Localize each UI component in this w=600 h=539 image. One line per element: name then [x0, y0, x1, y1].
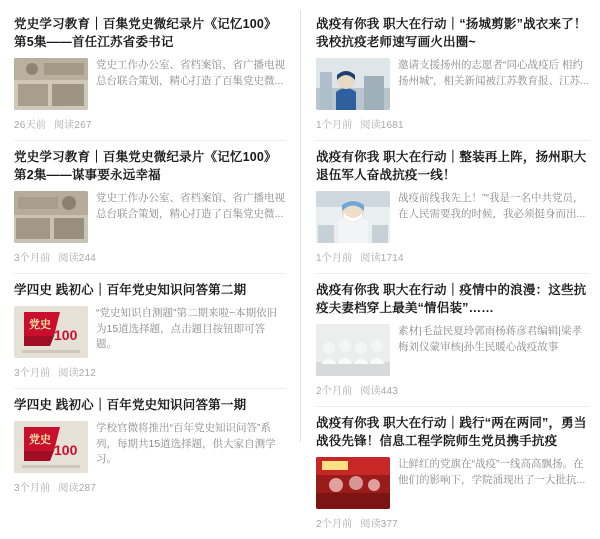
article-thumbnail[interactable]: [316, 191, 390, 243]
article-title[interactable]: 战疫有你我 职大在行动｜整装再上阵，扬州职大退伍军人奋战抗疫一线！: [316, 150, 587, 182]
svg-text:100: 100: [54, 327, 78, 343]
article-meta: [14, 116, 286, 131]
article-views: 阅读443: [360, 386, 399, 397]
medical-blue-icon: [316, 58, 390, 110]
article-title[interactable]: 战疫有你我 职大在行动｜疫情中的浪漫：这些抗疫夫妻档穿上最美“情侣装”……: [316, 283, 587, 315]
article-body: [14, 191, 286, 243]
list-item[interactable]: [14, 141, 286, 274]
list-item[interactable]: [316, 141, 590, 274]
article-thumbnail[interactable]: [14, 306, 88, 358]
article-time: 3个月前: [14, 368, 51, 379]
article-time: 1个月前: [316, 253, 353, 264]
article-meta: [14, 249, 286, 264]
column-divider: [300, 10, 301, 442]
list-item[interactable]: [316, 8, 590, 141]
article-time: 3个月前: [14, 253, 51, 264]
article-snippet: 学校官微将推出“百年党史知识问答”系列，每期共15道选择题，供大家自测学习。: [96, 422, 276, 465]
group-white-icon: [316, 324, 390, 376]
article-views: 阅读1681: [360, 120, 404, 131]
article-thumbnail[interactable]: [316, 58, 390, 110]
article-body: [316, 324, 590, 376]
article-thumbnail[interactable]: [316, 324, 390, 376]
article-meta: [14, 364, 286, 379]
article-meta: [316, 515, 590, 530]
article-body: [316, 58, 590, 110]
red-badge-100-icon: [14, 306, 88, 358]
article-meta: [316, 116, 590, 131]
article-body: [14, 58, 286, 110]
list-item[interactable]: [14, 389, 286, 503]
article-views: 阅读212: [58, 368, 97, 379]
article-meta: [14, 479, 286, 494]
list-item[interactable]: [14, 8, 286, 141]
article-views: 阅读287: [58, 483, 97, 494]
article-snippet: 党史工作办公室、省档案馆、省广播电视总台联合策划，精心打造了百集党史微...: [96, 192, 285, 220]
article-title[interactable]: 党史学习教育｜百集党史微纪录片《记忆100》第5集——首任江苏省委书记: [14, 17, 277, 49]
list-item[interactable]: [14, 274, 286, 389]
article-thumbnail[interactable]: [14, 58, 88, 110]
article-time: 2个月前: [316, 386, 353, 397]
article-views: 阅读244: [58, 253, 97, 264]
article-views: 阅读1714: [360, 253, 404, 264]
article-meta: [316, 382, 590, 397]
article-snippet: “党史知识自测题”第二期来啦~本期依旧为15道选择题，点击题目按钮即可答题。: [96, 307, 278, 350]
article-body: [14, 421, 286, 473]
right-column: [300, 0, 600, 530]
article-time: 26天前: [14, 120, 46, 131]
photo-archive-sepia-icon: [14, 191, 88, 243]
article-snippet: 邀请支援扬州的志愿者“同心战疫后 相约扬州城”，相关新闻被江苏教育报、江苏...: [398, 59, 589, 87]
article-thumbnail[interactable]: [316, 457, 390, 509]
list-item[interactable]: [316, 274, 590, 407]
red-badge-100-icon: [14, 421, 88, 473]
article-time: 1个月前: [316, 120, 353, 131]
red-flag-icon: [316, 457, 390, 509]
svg-text:100: 100: [54, 442, 78, 458]
svg-text:党史: 党史: [29, 319, 51, 331]
article-thumbnail[interactable]: [14, 191, 88, 243]
article-thumbnail[interactable]: [14, 421, 88, 473]
article-body: [316, 191, 590, 243]
article-title[interactable]: 战疫有你我 职大在行动｜践行“两在两同”，勇当战役先锋！信息工程学院师生党员携手抗疫: [316, 416, 587, 448]
article-snippet: 战疫前线我先上！”“我是一名中共党员，在人民需要我的时候，我必须挺身而出...: [398, 192, 586, 220]
medical-mask-icon: [316, 191, 390, 243]
list-item[interactable]: [316, 407, 590, 539]
article-title[interactable]: 学四史 践初心｜百年党史知识问答第一期: [14, 398, 247, 412]
svg-text:党史: 党史: [29, 434, 51, 446]
article-time: 2个月前: [316, 519, 353, 530]
photo-archive-sepia-icon: [14, 58, 88, 110]
article-body: [14, 306, 286, 358]
left-column: [0, 0, 300, 494]
article-views: 阅读267: [53, 120, 92, 131]
article-meta: [316, 249, 590, 264]
article-title[interactable]: 党史学习教育｜百集党史微纪录片《记忆100》第2集——谋事要永远幸福: [14, 150, 277, 182]
article-title[interactable]: 学四史 践初心｜百年党史知识问答第二期: [14, 283, 247, 297]
article-snippet: 让鲜红的党旗在“战疫”一线高高飘扬。在他们的影响下，学院涌现出了一大批抗...: [398, 458, 586, 486]
article-body: [316, 457, 590, 509]
article-time: 3个月前: [14, 483, 51, 494]
article-snippet: 党史工作办公室、省档案馆、省广播电视总台联合策划，精心打造了百集党史微...: [96, 59, 285, 87]
article-snippet: 素材|毛益民夏玲郭雨杨蒋彦君编辑|梁孝梅刘仪蒙审核|孙生民暖心战疫故事: [398, 325, 582, 353]
article-title[interactable]: 战疫有你我 职大在行动｜“扬城剪影”战衣来了！我校抗疫老师速写画火出圈~: [316, 17, 587, 49]
article-views: 阅读377: [360, 519, 399, 530]
